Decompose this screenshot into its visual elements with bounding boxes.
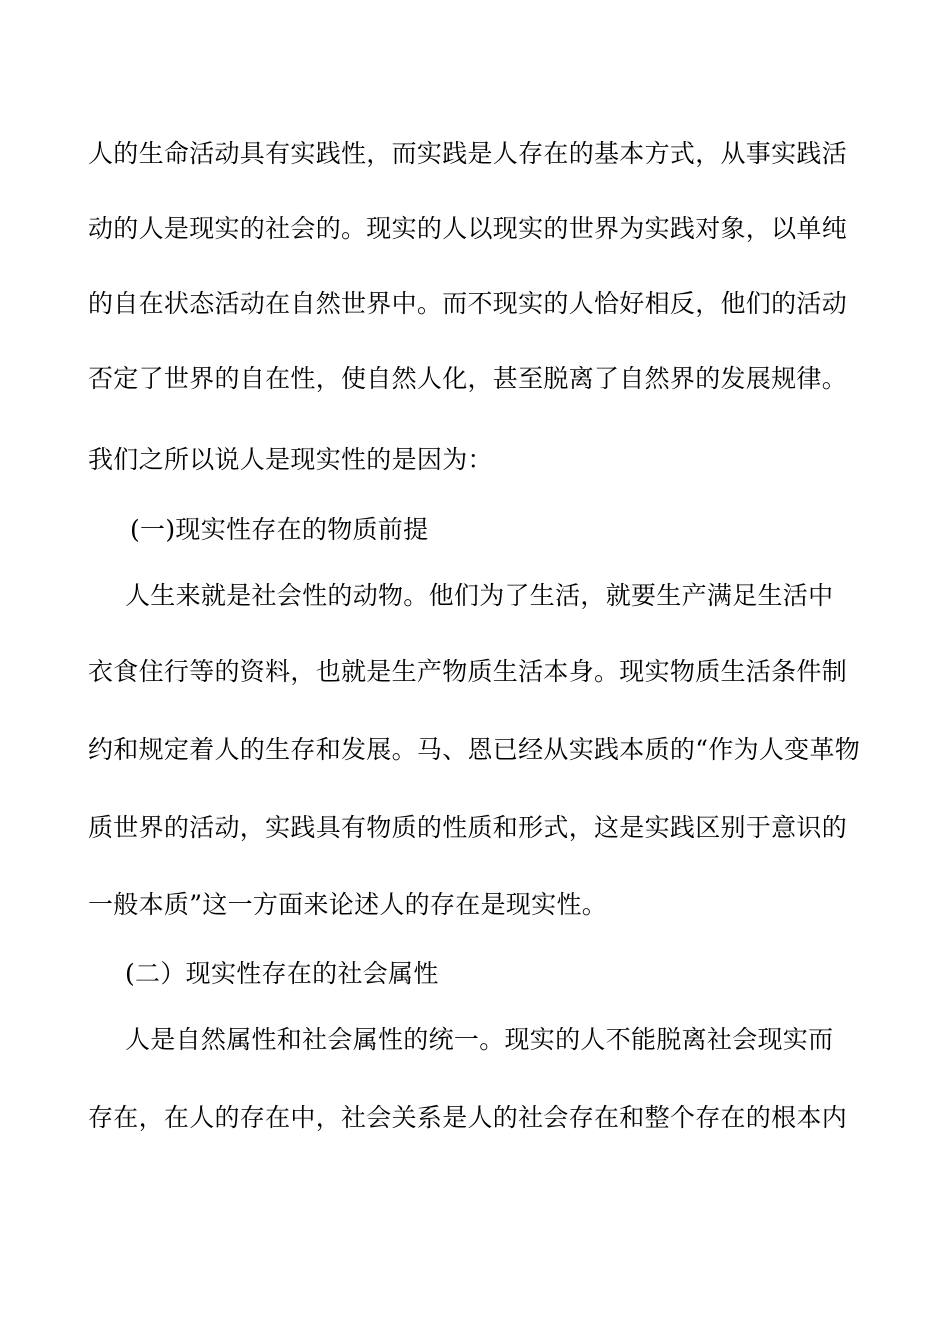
paragraph-3-line-1: 人是自然属性和社会属性的统一。现实的人不能脱离社会现实而 bbox=[125, 1025, 834, 1054]
paragraph-1-line-4: 否定了世界的自在性，使自然人化，甚至脱离了自然界的发展规律。 bbox=[88, 364, 848, 393]
paragraph-2-line-2: 衣食住行等的资料，也就是生产物质生活本身。现实物质生活条件制 bbox=[88, 657, 848, 686]
section-heading-1: (一)现实性存在的物质前提 bbox=[130, 515, 429, 544]
paragraph-2-line-1: 人生来就是社会性的动物。他们为了生活，就要生产满足生活中 bbox=[125, 581, 834, 610]
paragraph-2-line-4: 质世界的活动，实践具有物质的性质和形式，这是实践区别于意识的 bbox=[88, 813, 848, 842]
paragraph-1-line-5: 我们之所以说人是现实性的是因为： bbox=[88, 445, 493, 474]
paragraph-1-line-1: 人的生命活动具有实践性，而实践是人存在的基本方式，从事实践活 bbox=[88, 139, 848, 168]
paragraph-2-line-3: 约和规定着人的生存和发展。马、恩已经从实践本质的“作为人变革物 bbox=[88, 735, 861, 764]
paragraph-3-line-2: 存在，在人的存在中，社会关系是人的社会存在和整个存在的根本内 bbox=[88, 1103, 848, 1132]
paragraph-1-line-2: 动的人是现实的社会的。现实的人以现实的世界为实践对象，以单纯 bbox=[88, 214, 848, 243]
paragraph-1-line-3: 的自在状态活动在自然世界中。而不现实的人恰好相反，他们的活动 bbox=[88, 289, 848, 318]
section-heading-2: (二）现实性存在的社会属性 bbox=[125, 959, 439, 988]
paragraph-2-line-5: 一般本质”这一方面来论述人的存在是现实性。 bbox=[88, 890, 608, 919]
